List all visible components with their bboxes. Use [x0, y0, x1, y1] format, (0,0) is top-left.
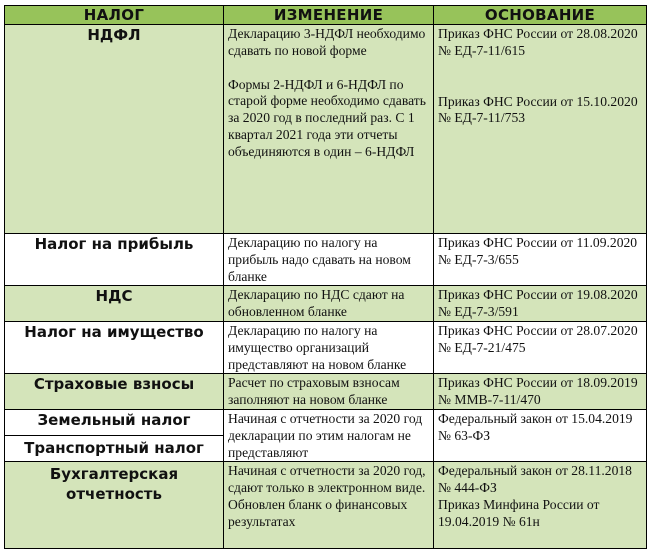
change-text: Декларацию 3-НДФЛ необходимо сдавать по новой форме	[228, 26, 426, 58]
change-cell-accounting: Начиная с отчетности за 2020 год, сдают только в электронном виде. Обновлен бланк о финансовых результатах	[224, 462, 434, 549]
tax-name-land-transport	[5, 409, 224, 461]
tax-name-profit: Налог на прибыль	[5, 234, 224, 286]
paragraph-gap	[438, 60, 642, 94]
basis-text: Федеральный закон от 28.11.2018 № 444-ФЗ	[438, 463, 632, 496]
table-row-land-transport	[5, 409, 647, 461]
header-basis: ОСНОВАНИЕ	[434, 6, 647, 25]
basis-cell-property: Приказ ФНС России от 28.07.2020 № ЕД-7-21/475	[434, 321, 647, 373]
table-row-vat	[5, 286, 647, 322]
basis-cell-profit: Приказ ФНС России от 11.09.2020 № ЕД-7-3/655	[434, 234, 647, 286]
basis-cell-accounting	[434, 462, 647, 549]
change-cell-land-transport: Начиная с отчетности за 2020 год декларации по этим налогам не представляют	[224, 409, 434, 461]
tax-name-accounting: Бухгалтерская отчетность	[5, 462, 224, 549]
change-cell-profit: Декларацию по налогу на прибыль надо сдавать на новом бланке	[224, 234, 434, 286]
change-cell-insurance: Расчет по страховым взносам заполняют на новом бланке	[224, 374, 434, 410]
change-cell-ndfl	[224, 25, 434, 234]
table-row-accounting	[5, 462, 647, 549]
basis-cell-ndfl	[434, 25, 647, 234]
basis-text: Приказ Минфина России от 19.04.2019 № 61н	[438, 496, 600, 529]
tax-name-insurance: Страховые взносы	[5, 374, 224, 410]
tax-name-transport: Транспортный налог	[24, 438, 204, 457]
basis-cell-vat: Приказ ФНС России от 19.08.2020 № ЕД-7-3/591	[434, 286, 647, 322]
table-row-property-tax	[5, 321, 647, 373]
basis-text: Приказ ФНС России от 15.10.2020 № ЕД-7-11/753	[438, 93, 638, 126]
header-change: ИЗМЕНЕНИЕ	[224, 6, 434, 25]
table-row-insurance	[5, 374, 647, 410]
change-cell-vat: Декларацию по НДС сдают на обновленном бланке	[224, 286, 434, 322]
change-text: Формы 2-НДФЛ и 6-НДФЛ по старой форме необходимо сдавать за 2020 год в последний раз. С 1 квартал 2021 года эти отчеты объединяются в один – 6-НДФЛ	[228, 76, 426, 159]
table-row-profit-tax	[5, 234, 647, 286]
basis-cell-land-transport: Федеральный закон от 15.04.2019 № 63-ФЗ	[434, 409, 647, 461]
change-cell-property: Декларацию по налогу на имущество организаций представляют на новом бланке	[224, 321, 434, 373]
tax-name-land: Земельный налог	[5, 410, 223, 436]
table-header-row	[5, 6, 647, 25]
tax-changes-table-container	[4, 5, 646, 549]
header-tax: НАЛОГ	[5, 6, 224, 25]
tax-name-ndfl: НДФЛ	[5, 25, 224, 234]
basis-cell-insurance: Приказ ФНС России от 18.09.2019 № ММВ-7-11/470	[434, 374, 647, 410]
paragraph-gap	[228, 60, 429, 77]
table-row-ndfl	[5, 25, 647, 234]
tax-changes-table	[4, 5, 647, 549]
tax-name-property: Налог на имущество	[5, 321, 224, 373]
basis-text: Приказ ФНС России от 28.08.2020 № ЕД-7-11/615	[438, 26, 638, 58]
tax-name-vat: НДС	[5, 286, 224, 322]
